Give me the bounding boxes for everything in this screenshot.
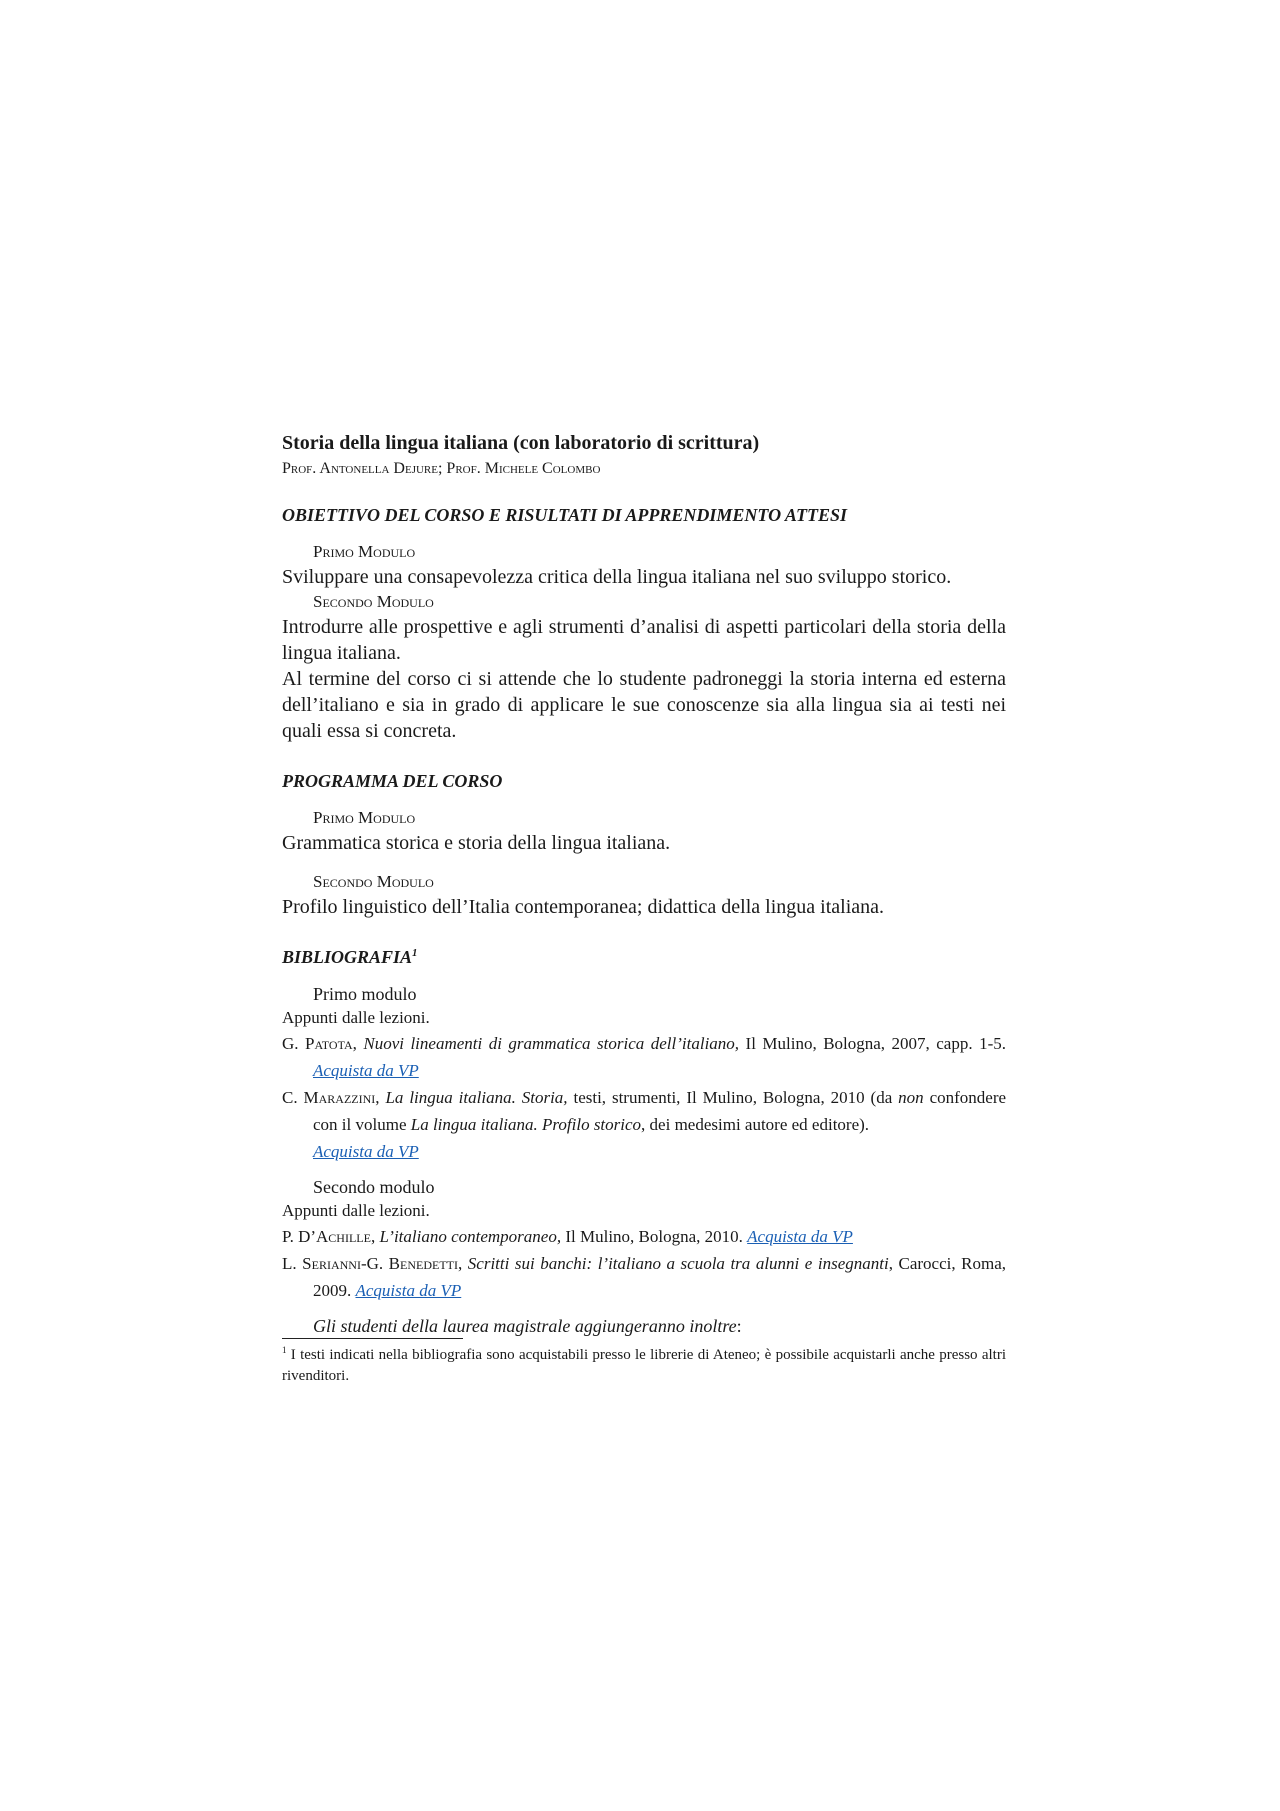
entry-title: Scritti sui banchi: l’italiano a scuola tra alunni e insegnanti [467,1254,889,1273]
program-heading: PROGRAMMA DEL CORSO [282,771,503,791]
objectives-heading: OBIETTIVO DEL CORSO E RISULTATI DI APPRENDIMENTO ATTESI [282,505,847,525]
entry-details: Il Mulino, Bologna, 2007, capp. 1-5. [745,1034,1006,1053]
objectives-module2-label: Secondo Modulo [313,592,434,611]
objectives-outcome-text: Al termine del corso ci si attende che lo studente padroneggi la storia interna ed esterna dell’italiano e sia in grado di applicare le sue conoscenze sia alla lingua sia ai testi nei quali essa si concreta. [282,668,1006,742]
entry-author: P. D’Achille, [282,1227,376,1246]
footnote-reference[interactable]: 1 [412,947,418,959]
magistrale-note-text: Gli studenti della laurea magistrale aggiungeranno inoltre [313,1316,737,1336]
entry-other-title: La lingua italiana. Profilo storico [410,1115,642,1134]
bibliography-entry [282,1223,1006,1250]
course-title: Storia della lingua italiana (con laboratorio di scrittura) [282,432,760,454]
bibliography-entry [282,1084,1006,1165]
entry-details: testi, strumenti, Il Mulino, Bologna, 2010 (da [573,1088,893,1107]
objectives-module2-text: Introdurre alle prospettive e agli strumenti d’analisi di aspetti particolari della storia della lingua italiana. [282,616,1006,664]
bibliography-module2-notes: Appunti dalle lezioni. [282,1201,430,1220]
entry-title: La lingua italiana. Storia, [385,1088,568,1107]
objectives-module1-label: Primo Modulo [313,542,416,561]
buy-link[interactable]: Acquista da VP [747,1227,853,1246]
program-module2-text: Profilo linguistico dell’Italia contemporanea; didattica della lingua italiana. [282,896,885,918]
course-professors: Prof. Antonella Dejure; Prof. Michele Colombo [282,460,601,477]
program-module1-label: Primo Modulo [313,808,416,827]
objectives-module1-text: Sviluppare una consapevolezza critica della lingua italiana nel suo sviluppo storico. [282,566,952,588]
buy-link[interactable]: Acquista da VP [355,1281,462,1300]
page-content [282,428,1006,1387]
entry-title: L’italiano contemporaneo, [379,1227,562,1246]
entry-details: , Carocci, Roma, 2009. [313,1254,1007,1300]
entry-title: Nuovi lineamenti di grammatica storica dell’italiano, [363,1034,740,1053]
entry-author: G. Patota, [282,1034,357,1053]
bibliography-module2-label: Secondo modulo [313,1177,435,1197]
bibliography-entry [282,1250,1006,1304]
entry-emphasis: non [898,1088,924,1107]
bibliography-module1-notes: Appunti dalle lezioni. [282,1008,430,1027]
footnote-number: 1 [282,1345,287,1355]
bibliography-module1-label: Primo modulo [313,984,417,1004]
bibliography-heading-text: BIBLIOGRAFIA [282,947,413,967]
program-module1-text: Grammatica storica e storia della lingua italiana. [282,832,671,854]
program-module2-label: Secondo Modulo [313,872,434,891]
entry-details: Il Mulino, Bologna, 2010. [565,1227,743,1246]
entry-details-3: , dei medesimi autore ed editore). [641,1115,870,1134]
bibliography-entry [282,1030,1006,1084]
buy-link[interactable]: Acquista da VP [313,1142,419,1161]
entry-details-2: confondere con il volume [313,1088,1007,1134]
bibliography-heading [282,944,1006,970]
footnote-text: I testi indicati nella bibliografia sono acquistabili presso le librerie di Ateneo; è possibile acquistarli anche presso altri rivenditori. [282,1347,1006,1384]
magistrale-note-colon: : [736,1316,742,1336]
buy-link[interactable]: Acquista da VP [313,1061,419,1080]
footnote [282,1345,1006,1387]
entry-author: L. Serianni-G. Benedetti, [282,1254,463,1273]
entry-author: C. Marazzini, [282,1088,380,1107]
magistrale-note [313,1314,1006,1338]
